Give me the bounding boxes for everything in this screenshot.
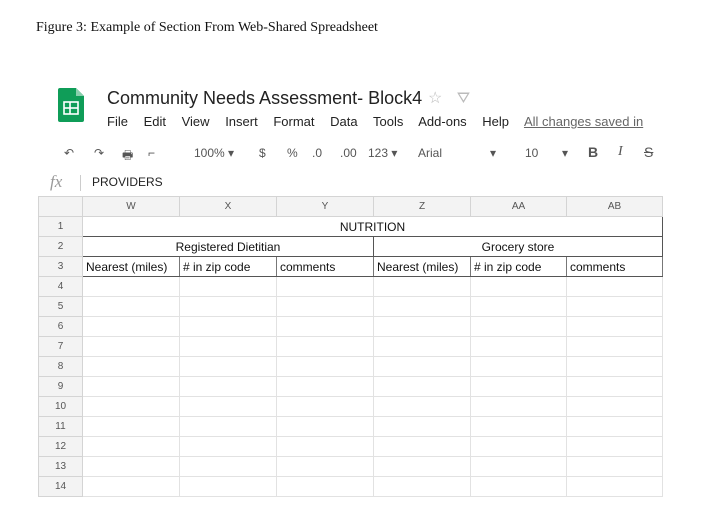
table-cell[interactable]: [374, 377, 471, 397]
font-size-dropdown-icon[interactable]: ▾: [562, 146, 569, 160]
table-cell[interactable]: [471, 417, 567, 437]
menu-format[interactable]: Format: [273, 114, 315, 129]
menu-view[interactable]: View: [181, 114, 210, 129]
bold-button[interactable]: B: [588, 144, 599, 160]
table-cell[interactable]: [567, 277, 663, 297]
row-header[interactable]: 12: [39, 437, 83, 457]
row-header[interactable]: 7: [39, 337, 83, 357]
table-cell[interactable]: [374, 297, 471, 317]
table-cell[interactable]: [83, 277, 180, 297]
table-cell[interactable]: [471, 477, 567, 497]
table-cell[interactable]: [567, 317, 663, 337]
menu-data[interactable]: Data: [330, 114, 358, 129]
table-cell[interactable]: [180, 457, 277, 477]
table-cell[interactable]: [83, 337, 180, 357]
table-cell[interactable]: [374, 317, 471, 337]
table-cell[interactable]: [567, 337, 663, 357]
redo-icon[interactable]: ↷: [94, 146, 105, 160]
row-header[interactable]: 6: [39, 317, 83, 337]
table-cell[interactable]: [277, 297, 374, 317]
increase-decimal-button[interactable]: .00: [340, 146, 357, 160]
table-cell[interactable]: [567, 437, 663, 457]
table-cell[interactable]: [567, 457, 663, 477]
column-header-w[interactable]: W: [83, 197, 180, 217]
table-cell[interactable]: [180, 337, 277, 357]
table-cell[interactable]: [374, 277, 471, 297]
table-cell[interactable]: [180, 397, 277, 417]
number-format-select[interactable]: 123 ▾: [368, 146, 398, 160]
column-header-z[interactable]: Z: [374, 197, 471, 217]
table-cell[interactable]: [277, 317, 374, 337]
table-cell[interactable]: [180, 317, 277, 337]
table-cell[interactable]: [277, 377, 374, 397]
table-cell[interactable]: [277, 477, 374, 497]
table-cell[interactable]: [83, 477, 180, 497]
row-header[interactable]: 4: [39, 277, 83, 297]
formula-input[interactable]: PROVIDERS: [92, 175, 163, 189]
table-cell[interactable]: [567, 377, 663, 397]
menu-tools[interactable]: Tools: [372, 114, 404, 129]
table-cell[interactable]: [374, 437, 471, 457]
table-cell[interactable]: [277, 397, 374, 417]
table-cell[interactable]: [180, 357, 277, 377]
table-cell[interactable]: [277, 277, 374, 297]
menu-help[interactable]: Help: [482, 114, 510, 129]
table-cell[interactable]: [471, 277, 567, 297]
strikethrough-button[interactable]: S: [644, 144, 654, 160]
toolbar: [38, 142, 662, 168]
column-header-y[interactable]: Y: [277, 197, 374, 217]
sheets-logo-icon[interactable]: [58, 88, 84, 122]
table-cell[interactable]: [83, 297, 180, 317]
star-icon[interactable]: ☆: [428, 90, 443, 107]
column-header-x[interactable]: X: [180, 197, 277, 217]
table-cell[interactable]: [471, 317, 567, 337]
table-cell[interactable]: [180, 377, 277, 397]
row-header[interactable]: 10: [39, 397, 83, 417]
table-cell[interactable]: [471, 437, 567, 457]
table-cell[interactable]: [374, 337, 471, 357]
row-header[interactable]: 11: [39, 417, 83, 437]
table-cell[interactable]: [83, 397, 180, 417]
table-cell[interactable]: [83, 357, 180, 377]
menu-bar: [107, 114, 643, 129]
percent-button[interactable]: %: [287, 146, 298, 160]
table-cell[interactable]: [277, 337, 374, 357]
row-header[interactable]: 2: [39, 237, 83, 257]
fx-icon: fx: [50, 172, 63, 191]
cell-z3[interactable]: Nearest (miles): [374, 257, 471, 277]
row-header[interactable]: 14: [39, 477, 83, 497]
table-cell[interactable]: [180, 477, 277, 497]
menu-addons[interactable]: Add-ons: [418, 114, 467, 129]
table-cell[interactable]: [471, 297, 567, 317]
table-cell[interactable]: [277, 457, 374, 477]
select-all-corner[interactable]: [39, 197, 83, 217]
table-cell[interactable]: [83, 317, 180, 337]
row-header[interactable]: 13: [39, 457, 83, 477]
table-cell[interactable]: [374, 477, 471, 497]
italic-button[interactable]: I: [618, 144, 623, 159]
table-cell[interactable]: [180, 417, 277, 437]
table-cell[interactable]: [83, 377, 180, 397]
table-cell[interactable]: [471, 397, 567, 417]
table-cell[interactable]: [277, 357, 374, 377]
table-cell[interactable]: [567, 297, 663, 317]
table-cell[interactable]: [83, 457, 180, 477]
menu-file[interactable]: File: [107, 114, 128, 129]
grocery-store-cell[interactable]: Grocery store: [374, 237, 663, 257]
row-header[interactable]: 8: [39, 357, 83, 377]
spreadsheet-grid: [38, 196, 663, 497]
menu-insert[interactable]: Insert: [225, 114, 258, 129]
column-header-aa[interactable]: AA: [471, 197, 567, 217]
formula-bar: [38, 172, 662, 194]
table-cell[interactable]: [374, 417, 471, 437]
cell-x3[interactable]: # in zip code: [180, 257, 277, 277]
row-header[interactable]: 5: [39, 297, 83, 317]
table-cell[interactable]: [374, 357, 471, 377]
table-cell[interactable]: [374, 397, 471, 417]
column-header-ab[interactable]: AB: [567, 197, 663, 217]
currency-button[interactable]: $: [259, 146, 266, 160]
table-cell[interactable]: [277, 417, 374, 437]
row-header[interactable]: 3: [39, 257, 83, 277]
font-select[interactable]: Arial: [418, 146, 443, 160]
paint-format-icon[interactable]: ⌐: [148, 146, 156, 160]
table-cell[interactable]: [471, 357, 567, 377]
document-title[interactable]: Community Needs Assessment- Block4: [107, 88, 423, 108]
number-format-value: 123: [368, 146, 389, 160]
table-cell[interactable]: [567, 477, 663, 497]
row-header[interactable]: 1: [39, 217, 83, 237]
font-dropdown-icon[interactable]: ▾: [490, 146, 497, 160]
table-cell[interactable]: [471, 337, 567, 357]
cell-ab3[interactable]: comments: [567, 257, 663, 277]
table-cell[interactable]: [180, 277, 277, 297]
undo-icon[interactable]: ↶: [64, 146, 75, 160]
table-cell[interactable]: [567, 357, 663, 377]
table-cell[interactable]: [471, 377, 567, 397]
cell-w3[interactable]: Nearest (miles): [83, 257, 180, 277]
nutrition-header-cell[interactable]: NUTRITION: [83, 217, 663, 237]
table-cell[interactable]: [567, 417, 663, 437]
decrease-decimal-button[interactable]: .0: [312, 146, 323, 160]
table-cell[interactable]: [180, 297, 277, 317]
font-size-select[interactable]: 10: [525, 146, 539, 160]
cell-aa3[interactable]: # in zip code: [471, 257, 567, 277]
print-icon[interactable]: 🖶: [122, 148, 134, 162]
menu-edit[interactable]: Edit: [143, 114, 166, 129]
cell-y3[interactable]: comments: [277, 257, 374, 277]
table-cell[interactable]: [180, 437, 277, 457]
formula-divider: [80, 175, 81, 191]
table-cell[interactable]: [83, 437, 180, 457]
zoom-value: 100%: [194, 146, 225, 160]
table-cell[interactable]: [567, 397, 663, 417]
drive-folder-icon[interactable]: ⛛: [456, 90, 471, 107]
save-status-link[interactable]: All changes saved in: [523, 114, 644, 129]
registered-dietitian-cell[interactable]: Registered Dietitian: [83, 237, 374, 257]
table-cell[interactable]: [471, 457, 567, 477]
row-header[interactable]: 9: [39, 377, 83, 397]
table-cell[interactable]: [83, 417, 180, 437]
zoom-select[interactable]: 100% ▾: [194, 146, 235, 160]
spreadsheet-window: [38, 78, 662, 502]
table-cell[interactable]: [277, 437, 374, 457]
table-cell[interactable]: [374, 457, 471, 477]
figure-caption: Figure 3: Example of Section From Web-Shared Spreadsheet: [36, 20, 378, 35]
